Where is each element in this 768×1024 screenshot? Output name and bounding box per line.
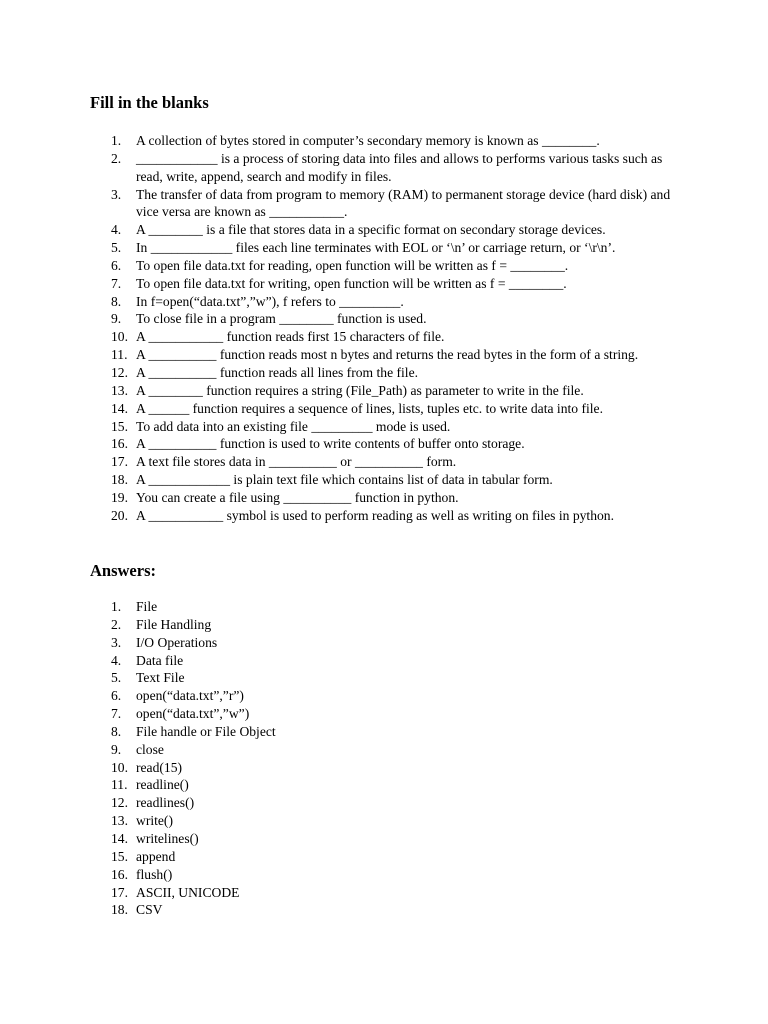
question-number: 15. [111, 418, 128, 434]
answer-text: open(“data.txt”,”w”) [136, 706, 250, 722]
question-number: 20. [111, 507, 128, 523]
answer-item [90, 669, 690, 687]
question-text: A ___________ function reads first 15 characters of file. [136, 329, 445, 345]
answer-number: 6. [111, 688, 122, 704]
question-item [90, 132, 690, 150]
answer-number: 15. [111, 848, 128, 864]
answer-number: 14. [111, 830, 128, 846]
question-text: A __________ function reads all lines from the file. [136, 364, 419, 380]
answer-item [90, 848, 690, 866]
question-number: 17. [111, 454, 128, 470]
answer-number: 10. [111, 759, 128, 775]
question-text: In f=open(“data.txt”,”w”), f refers to _________. [136, 293, 404, 309]
answer-text: File [136, 599, 158, 614]
answer-number: 2. [111, 616, 122, 632]
answer-number: 4. [111, 652, 122, 668]
answer-number: 5. [111, 670, 122, 686]
question-item [90, 435, 690, 453]
answer-item [90, 705, 690, 723]
question-text: A ______ function requires a sequence of lines, lists, tuples etc. to write data into file. [136, 400, 603, 416]
question-item [90, 186, 690, 222]
answer-text: read(15) [136, 759, 183, 775]
answer-number: 1. [111, 599, 122, 614]
question-item [90, 275, 690, 293]
question-item [90, 418, 690, 436]
question-text: A __________ function reads most n bytes and returns the read bytes in the form of a string. [136, 347, 639, 363]
answer-item [90, 741, 690, 759]
answer-number: 3. [111, 634, 122, 650]
question-text: A ____________ is plain text file which contains list of data in tabular form. [136, 472, 553, 488]
question-text: A __________ function is used to write contents of buffer onto storage. [136, 436, 525, 452]
answers-list [90, 598, 690, 919]
answer-text: writelines() [136, 830, 199, 846]
question-number: 19. [111, 489, 128, 505]
answer-item [90, 901, 690, 919]
answer-text: append [136, 848, 176, 864]
question-number: 6. [111, 257, 122, 273]
question-number: 11. [111, 347, 128, 363]
question-text: A text file stores data in __________ or __________ form. [136, 454, 457, 470]
answer-number: 12. [111, 795, 128, 811]
answer-item [90, 598, 690, 616]
answer-text: File Handling [136, 616, 212, 632]
question-item [90, 489, 690, 507]
question-item [90, 221, 690, 239]
question-number: 3. [111, 186, 122, 202]
question-item [90, 328, 690, 346]
question-item [90, 293, 690, 311]
question-number: 2. [111, 150, 122, 166]
answer-text: Data file [136, 652, 184, 668]
question-text: To add data into an existing file _________ mode is used. [136, 418, 451, 434]
answer-item [90, 830, 690, 848]
answers-heading: Answers: [90, 561, 156, 580]
question-number: 10. [111, 329, 128, 345]
answer-item [90, 812, 690, 830]
answer-item [90, 723, 690, 741]
answer-item [90, 616, 690, 634]
question-item [90, 150, 690, 186]
answer-text: open(“data.txt”,”r”) [136, 688, 244, 704]
answer-item [90, 652, 690, 670]
answer-item [90, 794, 690, 812]
question-number: 14. [111, 400, 128, 416]
question-text: To open file data.txt for writing, open function will be written as f = ________. [136, 275, 567, 291]
answer-text: readlines() [136, 795, 195, 811]
question-item [90, 257, 690, 275]
answer-text: I/O Operations [136, 634, 218, 650]
question-text: A ________ function requires a string (File_Path) as parameter to write in the file. [136, 382, 584, 398]
answer-text: CSV [136, 902, 163, 918]
answer-number: 13. [111, 813, 128, 829]
answer-text: flush() [136, 866, 173, 882]
question-item [90, 310, 690, 328]
answer-item [90, 687, 690, 705]
question-number: 8. [111, 293, 122, 309]
question-text: To open file data.txt for reading, open function will be written as f = ________. [136, 257, 569, 273]
question-text: A collection of bytes stored in computer’s secondary memory is known as ________. [136, 133, 600, 148]
fill-in-blanks-heading: Fill in the blanks [90, 93, 209, 112]
question-item [90, 239, 690, 257]
question-text: ____________ is a process of storing data into files and allows to performs various tasks such as read, write, append, search and modify in files. [136, 150, 663, 184]
question-item [90, 507, 690, 525]
answer-number: 16. [111, 866, 128, 882]
answer-item [90, 759, 690, 777]
answer-number: 18. [111, 902, 128, 918]
answer-text: Text File [136, 670, 185, 686]
question-number: 1. [111, 133, 122, 148]
question-text: A ________ is a file that stores data in a specific format on secondary storage devices. [136, 222, 606, 238]
question-text: A ___________ symbol is used to perform reading as well as writing on files in python. [136, 507, 614, 523]
question-item [90, 471, 690, 489]
answer-text: close [136, 741, 164, 757]
question-item [90, 453, 690, 471]
answer-item [90, 776, 690, 794]
question-item [90, 364, 690, 382]
question-item [90, 400, 690, 418]
question-number: 7. [111, 275, 122, 291]
answer-number: 8. [111, 723, 122, 739]
question-number: 13. [111, 382, 128, 398]
answer-number: 11. [111, 777, 128, 793]
questions-list [90, 132, 690, 525]
question-text: To close file in a program ________ function is used. [136, 311, 427, 327]
answer-number: 9. [111, 741, 122, 757]
question-number: 18. [111, 472, 128, 488]
question-text: In ____________ files each line terminates with EOL or ‘\n’ or carriage return, or ‘\r\n’. [136, 240, 616, 256]
question-number: 9. [111, 311, 122, 327]
question-number: 12. [111, 364, 128, 380]
question-number: 4. [111, 222, 122, 238]
answer-text: write() [136, 813, 173, 829]
answer-number: 17. [111, 884, 128, 900]
answer-text: readline() [136, 777, 189, 793]
question-text: You can create a file using __________ function in python. [136, 489, 459, 505]
answer-text: ASCII, UNICODE [136, 884, 240, 900]
answer-text: File handle or File Object [136, 723, 276, 739]
answer-item [90, 884, 690, 902]
question-number: 5. [111, 240, 122, 256]
question-number: 16. [111, 436, 128, 452]
answer-item [90, 634, 690, 652]
question-item [90, 382, 690, 400]
question-text: The transfer of data from program to memory (RAM) to permanent storage device (hard disk) and vice versa are known as ___________. [136, 186, 671, 220]
answer-number: 7. [111, 706, 122, 722]
question-item [90, 346, 690, 364]
answer-item [90, 866, 690, 884]
